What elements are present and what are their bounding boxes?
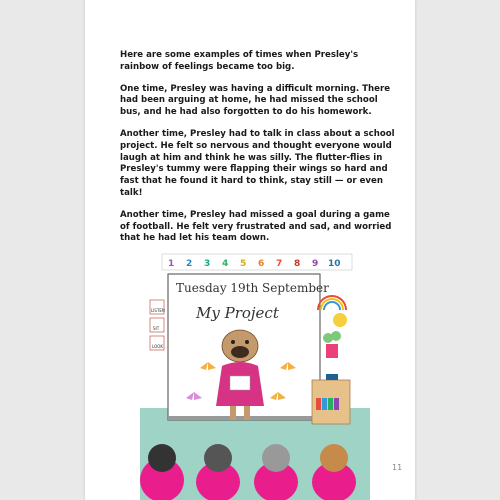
whiteboard-title: My Project: [196, 304, 279, 322]
paragraph-2: One time, Presley was having a difficult morning. There had been arguing at home, he had missed the school bus, and he had also forgotten to do his homework.: [120, 83, 391, 118]
story-text: [120, 50, 400, 255]
number-4: 4: [222, 259, 229, 269]
rainbow-picture: [318, 296, 347, 327]
number-7: 7: [276, 259, 283, 269]
card-look: LOOK: [152, 344, 164, 349]
paragraph-3: Another time, Presley had to talk in class about a school project. He felt so nervous and thought everyone would laugh at him and think he was silly. The flutter-flies in Presley's tummy were flapping their wings so hard and fast that he found it hard to think, stay still — or even talk!: [120, 128, 395, 198]
plant: [323, 331, 341, 358]
number-2: 2: [186, 259, 193, 269]
number-10: 10: [328, 259, 341, 269]
sun-icon: [333, 313, 347, 327]
number-9: 9: [312, 259, 319, 269]
number-1: 1: [168, 259, 175, 269]
classroom-illustration: [140, 248, 370, 500]
paragraph-1: Here are some examples of times when Presley's rainbow of feelings became too big.: [120, 50, 359, 72]
number-line: [162, 254, 352, 270]
page-number: 11: [392, 463, 403, 472]
number-3: 3: [204, 259, 211, 269]
number-5: 5: [240, 259, 247, 269]
wall-cards: [150, 300, 165, 350]
card-sit: SIT: [153, 326, 160, 331]
bookshelf: [312, 374, 350, 424]
whiteboard-date: Tuesday 19th September: [176, 281, 329, 295]
paragraph-4: Another time, Presley had missed a goal during a game of football. He felt very frustrated and sad, and worried that he had let his team down.: [120, 209, 392, 244]
card-listen: LISTEN: [151, 308, 165, 313]
number-8: 8: [294, 259, 301, 269]
number-6: 6: [258, 259, 265, 269]
